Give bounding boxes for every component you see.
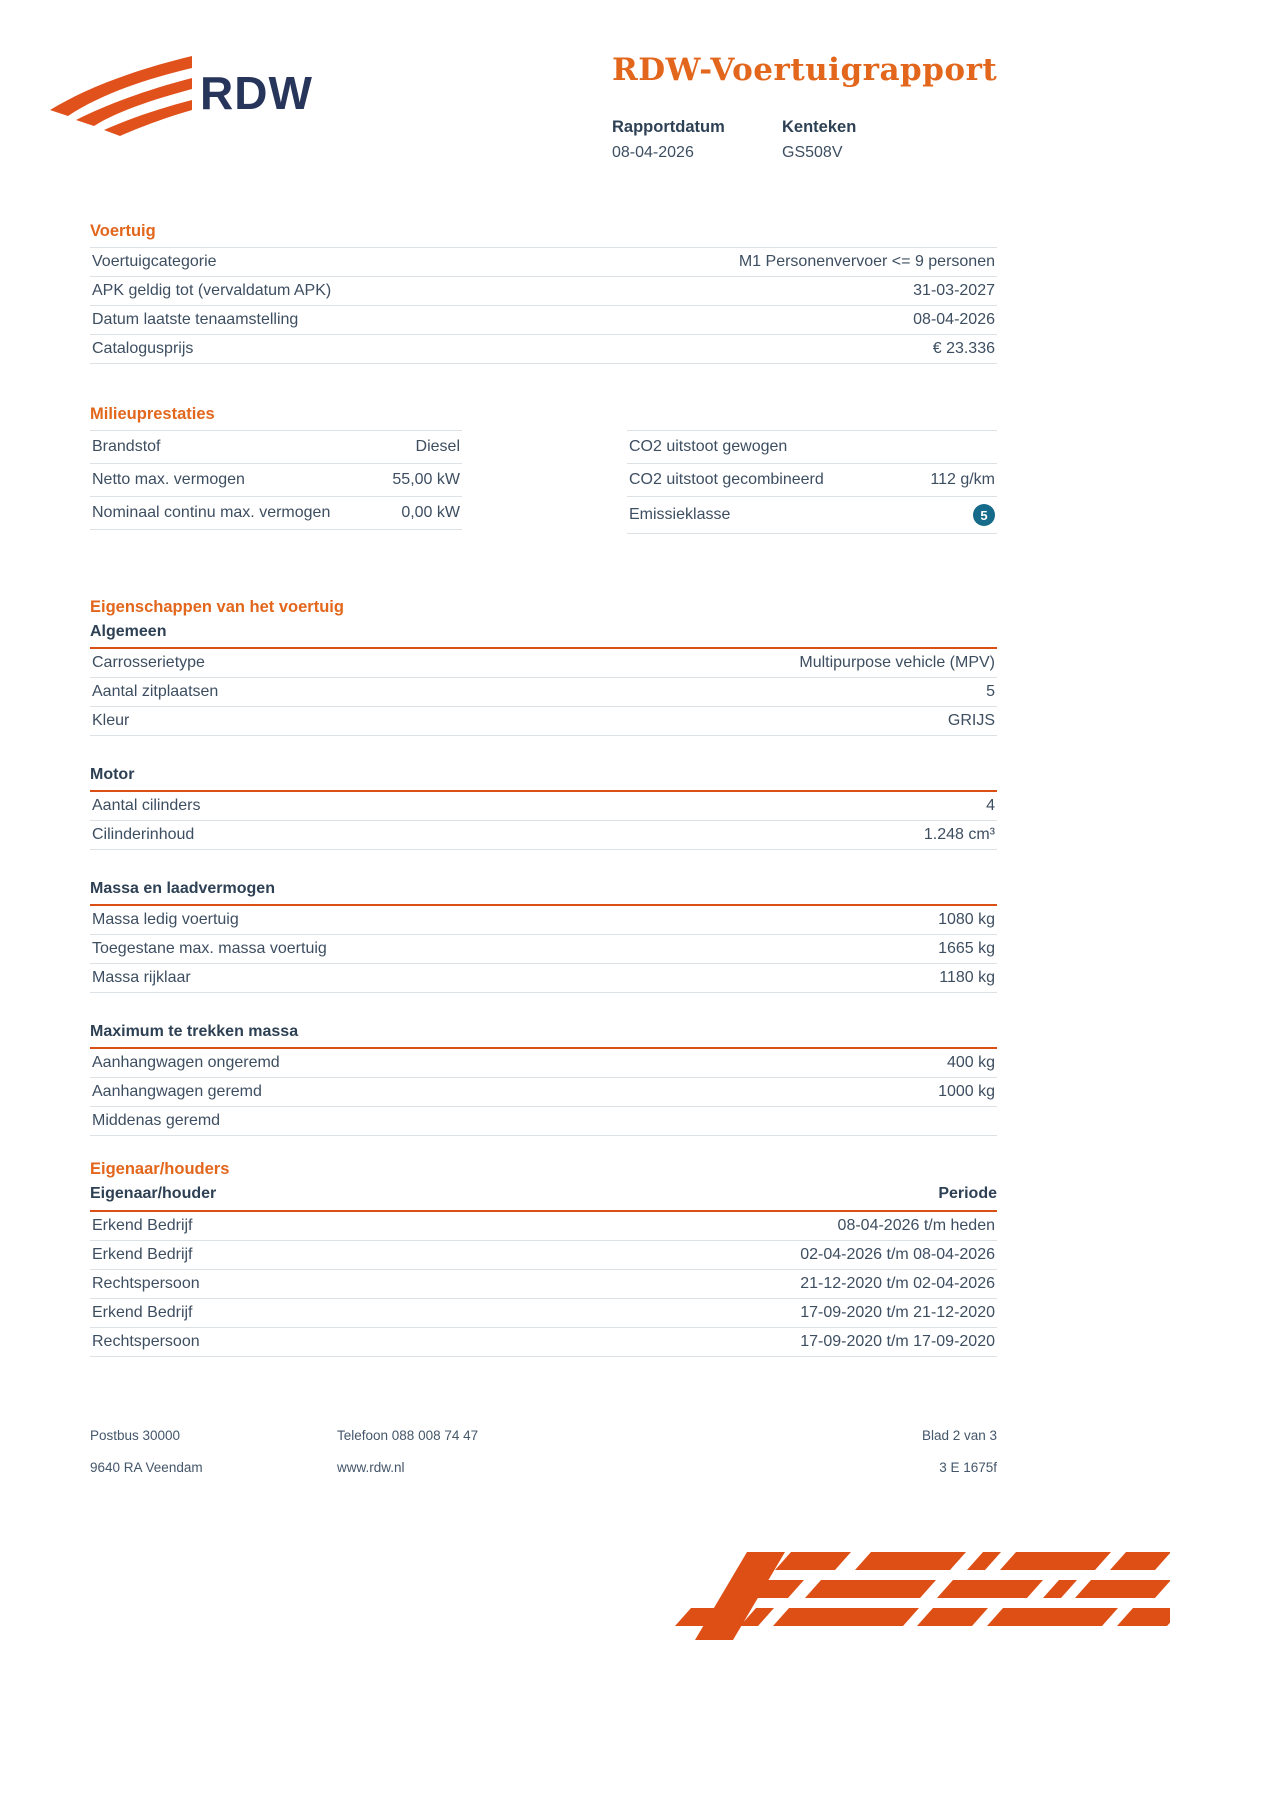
section-heading-voertuig: Voertuig (90, 222, 156, 240)
row-value: 0,00 kW (401, 504, 460, 521)
row-label: Aantal cilinders (92, 797, 201, 814)
row-value: 08-04-2026 (913, 311, 995, 328)
page-footer (90, 1428, 997, 1475)
row-label: Voertuigcategorie (92, 253, 217, 270)
table-row (627, 464, 997, 497)
row-value: 31-03-2027 (913, 282, 995, 299)
subsection-massa (90, 880, 997, 993)
table-row (90, 935, 997, 964)
license-plate-value: GS508V (782, 144, 843, 161)
owner-name: Erkend Bedrijf (92, 1304, 193, 1321)
rdw-stripes-graphic (655, 1550, 1170, 1645)
row-label: Emissieklasse (629, 506, 731, 523)
table-row (90, 1049, 997, 1078)
report-date-value: 08-04-2026 (612, 144, 694, 161)
owner-name: Rechtspersoon (92, 1333, 200, 1350)
owners-col-period: Periode (938, 1185, 997, 1202)
owner-period: 08-04-2026 t/m heden (837, 1217, 995, 1234)
table-row (90, 1270, 997, 1299)
row-value: € 23.336 (932, 340, 995, 357)
subsection-trekken-massa (90, 1023, 997, 1136)
section-milieuprestaties (90, 405, 997, 534)
table-row (90, 1328, 997, 1357)
table-row (90, 1078, 997, 1107)
page-title: RDW-Voertuigrapport (612, 52, 998, 88)
row-value: M1 Personenvervoer <= 9 personen (738, 253, 995, 270)
table-row (90, 1107, 997, 1136)
row-label: Brandstof (92, 438, 161, 455)
row-value: 400 kg (946, 1054, 995, 1071)
row-label: Aanhangwagen geremd (92, 1083, 262, 1100)
row-label: Massa ledig voertuig (92, 911, 239, 928)
table-row (90, 964, 997, 993)
table-row (90, 906, 997, 935)
subsection-heading: Motor (90, 766, 997, 792)
row-value: 1080 kg (938, 911, 995, 928)
row-value: 4 (986, 797, 995, 814)
row-label: CO2 uitstoot gewogen (629, 438, 788, 455)
row-label: Nominaal continu max. vermogen (92, 504, 331, 521)
table-row (90, 335, 997, 364)
table-row (90, 821, 997, 850)
license-plate-label: Kenteken (782, 118, 857, 136)
table-row (90, 431, 462, 464)
table-row (90, 707, 997, 736)
section-eigenaars (90, 1160, 997, 1357)
row-label: Catalogusprijs (92, 340, 194, 357)
row-value: 112 g/km (930, 471, 995, 488)
owner-name: Rechtspersoon (92, 1275, 200, 1292)
row-label: Datum laatste tenaamstelling (92, 311, 299, 328)
footer-line-2 (90, 1460, 997, 1475)
subsection-rows (90, 649, 997, 736)
subsection-heading: Algemeen (90, 623, 997, 649)
table-row (90, 306, 997, 335)
table-row (90, 1212, 997, 1241)
report-date-label: Rapportdatum (612, 118, 725, 136)
subsection-rows (90, 1049, 997, 1136)
table-row (627, 497, 997, 534)
row-label: CO2 uitstoot gecombineerd (629, 471, 824, 488)
subsection-rows (90, 792, 997, 850)
table-row (90, 1299, 997, 1328)
table-row (90, 464, 462, 497)
milieu-left-column (90, 430, 462, 534)
section-heading-eigenaars: Eigenaar/houders (90, 1160, 230, 1178)
subsection-heading: Maximum te trekken massa (90, 1023, 997, 1049)
owner-name: Erkend Bedrijf (92, 1217, 193, 1234)
footer-phone: Telefoon 088 008 74 47 (337, 1428, 479, 1443)
row-label: Carrosserietype (92, 654, 205, 671)
footer-page-number: Blad 2 van 3 (921, 1428, 997, 1443)
table-row (90, 277, 997, 306)
subsection-rows (90, 906, 997, 993)
row-value: 1665 kg (938, 940, 995, 957)
footer-form-code: 3 E 1675f (939, 1460, 997, 1475)
subsection-heading: Massa en laadvermogen (90, 880, 997, 906)
owner-period: 17-09-2020 t/m 21-12-2020 (800, 1304, 995, 1321)
footer-postbus: Postbus 30000 (90, 1428, 181, 1443)
table-row (90, 678, 997, 707)
row-label: Toegestane max. massa voertuig (92, 940, 327, 957)
milieu-columns (90, 430, 997, 534)
table-row (90, 649, 997, 678)
row-label: Aantal zitplaatsen (92, 683, 219, 700)
row-label: Massa rijklaar (92, 969, 191, 986)
table-row (90, 1241, 997, 1270)
emission-class-badge: 5 (973, 504, 995, 526)
row-value: 5 (986, 683, 995, 700)
row-value: 1.248 cm³ (923, 826, 995, 843)
row-label: Netto max. vermogen (92, 471, 245, 488)
section-heading-eigenschappen: Eigenschappen van het voertuig (90, 598, 344, 616)
owner-period: 21-12-2020 t/m 02-04-2026 (800, 1275, 995, 1292)
stripes-icon (655, 1550, 1170, 1645)
subsection-motor (90, 766, 997, 850)
table-row (90, 497, 462, 530)
section-heading-milieuprestaties: Milieuprestaties (90, 405, 215, 423)
row-value: 55,00 kW (392, 471, 460, 488)
row-value: Multipurpose vehicle (MPV) (799, 654, 995, 671)
report-content (90, 0, 997, 1812)
row-label: Cilinderinhoud (92, 826, 195, 843)
footer-website: www.rdw.nl (337, 1460, 405, 1475)
row-label: Kleur (92, 712, 130, 729)
section-voertuig (90, 222, 997, 364)
table-row (627, 431, 997, 464)
row-value: Diesel (415, 438, 460, 455)
owners-col-owner: Eigenaar/houder (90, 1185, 217, 1202)
footer-city: 9640 RA Veendam (90, 1460, 203, 1475)
subsection-algemeen (90, 623, 997, 736)
owners-rows (90, 1212, 997, 1357)
row-label: APK geldig tot (vervaldatum APK) (92, 282, 332, 299)
footer-line-1 (90, 1428, 997, 1443)
owner-name: Erkend Bedrijf (92, 1246, 193, 1263)
voertuig-rows (90, 247, 997, 364)
row-label: Middenas geremd (92, 1112, 221, 1129)
table-row (90, 248, 997, 277)
rdw-logo-text: RDW (200, 67, 313, 119)
owner-period: 02-04-2026 t/m 08-04-2026 (800, 1246, 995, 1263)
owner-period: 17-09-2020 t/m 17-09-2020 (800, 1333, 995, 1350)
row-value: 1000 kg (938, 1083, 995, 1100)
row-label: Aanhangwagen ongeremd (92, 1054, 280, 1071)
milieu-right-column (627, 430, 997, 534)
owners-table-header (90, 1185, 997, 1212)
section-eigenschappen (90, 598, 997, 1136)
row-value: 1180 kg (939, 969, 995, 986)
row-value: GRIJS (947, 712, 995, 729)
table-row (90, 792, 997, 821)
